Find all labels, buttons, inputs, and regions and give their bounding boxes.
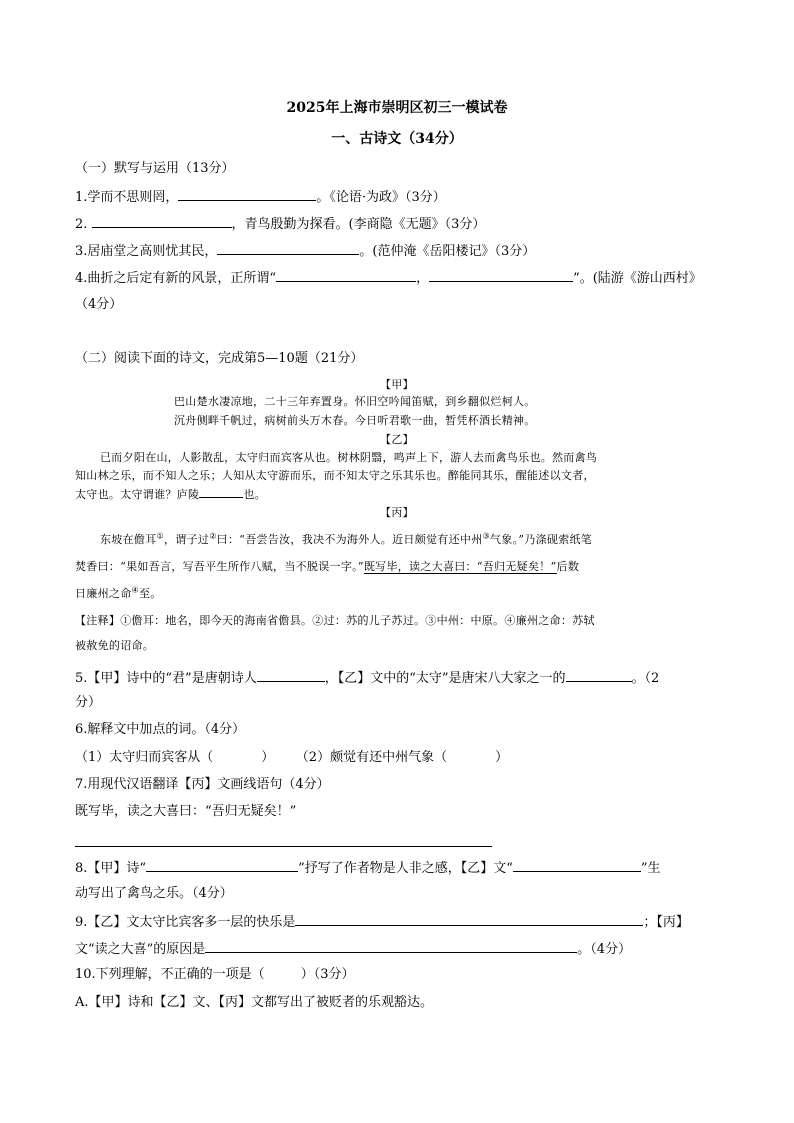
passage-jia-line: 沉舟侧畔千帆过，病树前头万木春。今日听君歌一曲，暂凭杯酒长精神。 (174, 414, 536, 427)
question-10: 10.下列理解，不正确的一项是（ ）（3分） (75, 967, 355, 982)
question-10-option-a[interactable]: A.【甲】诗和【乙】文、【丙】文都写出了被贬者的乐观豁达。 (75, 995, 434, 1010)
question-2: 2. ，青鸟殷勤为探看。(李商隐《无题》（3分） (75, 214, 485, 234)
passage-yi-line: 太守也。太守谓谁？庐陵 也。 (75, 488, 266, 501)
annotation-line: 被赦免的诏命。 (75, 639, 155, 652)
answer-blank[interactable] (205, 939, 577, 953)
passage-yi-label: 【乙】 (380, 433, 414, 446)
passage-yi-line: 已而夕阳在山，人影散乱，太守归而宾客从也。树林阴翳，鸣声上下，游人去而禽鸟乐也。然而禽鸟 (100, 451, 598, 464)
passage-bing-label: 【丙】 (380, 506, 414, 519)
question-7-sentence: 既写毕，读之大喜曰：“吾归无疑矣！” (75, 804, 297, 819)
exam-title: 2025年上海市崇明区初三一模试卷 (286, 100, 508, 116)
question-5: 5.【甲】诗中的“君”是唐朝诗人 ，【乙】文中的“太守”是唐宋八大家之一的 。（2 (75, 668, 659, 688)
question-5-score: 分） (75, 695, 102, 710)
answer-blank[interactable] (276, 268, 416, 282)
answer-line[interactable] (75, 846, 492, 847)
passage-bing-line: 东坡在儋耳①，谓子过②曰：“吾尝告汝，我决不为海外人。近日颇觉有还中州③气象。”乃涤砚索纸笔 (100, 531, 593, 546)
part2-heading: （二）阅读下面的诗文，完成第5—10题（21分） (75, 351, 364, 366)
question-8: 8.【甲】诗“ ”抒写了作者物是人非之感，【乙】文“ ”生 (75, 858, 661, 878)
answer-blank[interactable] (178, 187, 316, 201)
answer-blank[interactable] (199, 486, 243, 498)
passage-bing-line: 日廉州之命④至。 (75, 585, 162, 600)
answer-blank[interactable] (217, 241, 359, 255)
answer-blank[interactable] (429, 268, 573, 282)
answer-blank[interactable] (566, 668, 632, 682)
question-9: 9.【乙】文太守比宾客多一层的快乐是 ；【丙】 (75, 912, 689, 932)
part1-heading: （一）默写与运用（13分） (75, 161, 235, 176)
question-6: 6.解释文中加点的词。（4分） (75, 722, 246, 737)
question-4-score: （4分） (75, 297, 123, 312)
question-4: 4.曲折之后定有新的风景，正所谓“ ， ”。(陆游《游山西村》 (75, 268, 702, 288)
passage-bing-line: 焚香曰：“果如吾言，写吾平生所作八赋，当不脱误一字。”既写毕，读之大喜曰：“吾归无疑矣！”后数 (75, 560, 580, 573)
section-title: 一、古诗文（34分） (331, 131, 463, 147)
answer-blank[interactable] (513, 858, 641, 872)
answer-blank[interactable] (295, 912, 643, 926)
passage-yi-line: 知山林之乐，而不知人之乐；人知从太守游而乐，而不知太守之乐其乐也。醉能同其乐，醒能述以文者， (75, 469, 595, 482)
question-7: 7.用现代汉语翻译【丙】文画线语句（4分） (75, 777, 330, 792)
passage-jia-line: 巴山楚水凄凉地，二十三年弃置身。怀旧空吟闻笛赋，到乡翻似烂柯人。 (174, 395, 536, 408)
annotation-line: 【注释】①儋耳：地名，即今天的海南省儋县。②过：苏的儿子苏过。③中州：中原。④廉州之命：苏轼 (75, 614, 595, 627)
answer-blank[interactable] (257, 668, 325, 682)
underlined-sentence: 既写毕，读之大喜曰：“吾归无疑矣！” (363, 560, 557, 573)
question-6-subitems: （1）太守归而宾客从（ ） （2）颇觉有还中州气象（ ） (75, 750, 509, 765)
passage-jia-label: 【甲】 (380, 378, 414, 391)
answer-blank[interactable] (92, 214, 232, 228)
question-8-line2: 动写出了禽鸟之乐。（4分） (75, 886, 233, 901)
question-1: 1.学而不思则罔， 。《论语·为政》（3分） (75, 187, 446, 207)
question-9-line2: 文“读之大喜”的原因是 。（4分） (75, 939, 631, 959)
question-3: 3.居庙堂之高则忧其民， 。(范仲淹《岳阳楼记》（3分） (75, 241, 535, 261)
answer-blank[interactable] (146, 858, 298, 872)
